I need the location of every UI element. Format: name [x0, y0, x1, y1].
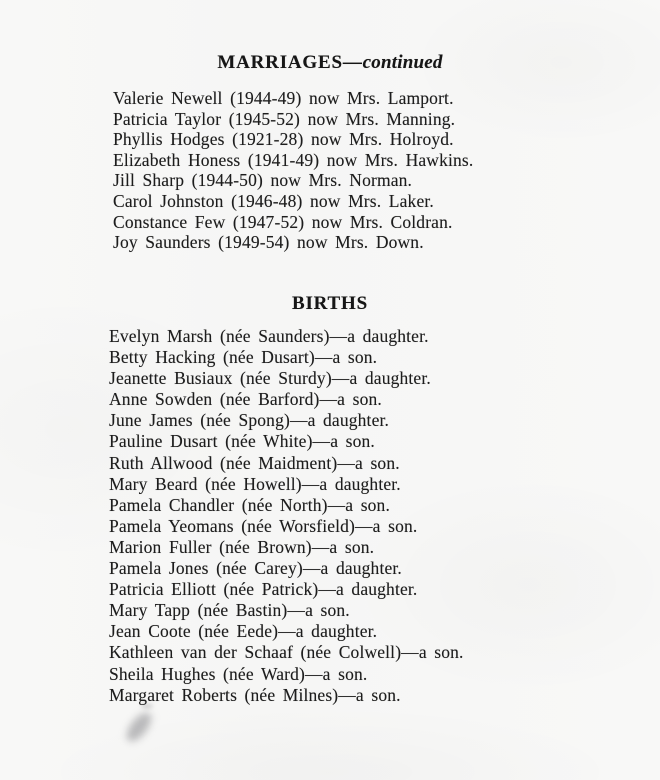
birth-entry: Patricia Elliott (née Patrick)—a daughter. — [109, 579, 418, 600]
birth-entry: Marion Fuller (née Brown)—a son. — [109, 536, 375, 557]
marriage-entry: Constance Few (1947-52) now Mrs. Coldran. — [113, 211, 453, 232]
birth-entry: Pamela Yeomans (née Worsfield)—a son. — [109, 515, 418, 536]
marriages-title-continued: continued — [362, 52, 443, 73]
title-dash: — — [342, 52, 363, 73]
birth-entry: Pamela Chandler (née North)—a son. — [109, 494, 390, 515]
marriage-entry: Phyllis Hodges (1921-28) now Mrs. Holroyd. — [113, 129, 454, 150]
birth-entry: Betty Hacking (née Dusart)—a son. — [109, 347, 378, 368]
birth-entry: Kathleen van der Schaaf (née Colwell)—a son. — [109, 642, 464, 663]
birth-entry: June James (née Spong)—a daughter. — [109, 410, 390, 431]
marriage-entry: Joy Saunders (1949-54) now Mrs. Down. — [113, 232, 424, 253]
birth-entry: Anne Sowden (née Barford)—a son. — [109, 389, 382, 410]
marriage-entry: Valerie Newell (1944-49) now Mrs. Lamport. — [113, 88, 454, 108]
birth-entry: Jean Coote (née Eede)—a daughter. — [109, 621, 378, 642]
marriage-entry: Patricia Taylor (1945-52) now Mrs. Manning. — [113, 108, 456, 129]
ink-dot-mark — [141, 704, 153, 708]
birth-entry: Mary Beard (née Howell)—a daughter. — [109, 473, 401, 494]
marriage-entry: Carol Johnston (1946-48) now Mrs. Laker. — [113, 190, 434, 211]
marriage-entry: Elizabeth Honess (1941-49) now Mrs. Hawkins. — [113, 149, 474, 170]
birth-entry: Ruth Allwood (née Maidment)—a son. — [109, 452, 400, 473]
marriages-title-text: MARRIAGES — [217, 52, 343, 73]
marriages-section-title — [0, 52, 660, 74]
birth-entry: Margaret Roberts (née Milnes)—a son. — [109, 684, 401, 705]
ink-smudge-mark — [122, 709, 156, 746]
birth-entry: Pauline Dusart (née White)—a son. — [109, 431, 375, 452]
birth-entry: Jeanette Busiaux (née Sturdy)—a daughter. — [109, 368, 431, 389]
birth-entry: Mary Tapp (née Bastin)—a son. — [109, 600, 350, 621]
births-list — [109, 326, 464, 706]
birth-entry: Evelyn Marsh (née Saunders)—a daughter. — [109, 326, 429, 346]
marriage-entry: Jill Sharp (1944-50) now Mrs. Norman. — [113, 170, 413, 191]
births-section-title: BIRTHS — [292, 293, 368, 314]
marriages-list — [113, 88, 473, 253]
birth-entry: Sheila Hughes (née Ward)—a son. — [109, 663, 368, 684]
birth-entry: Pamela Jones (née Carey)—a daughter. — [109, 558, 402, 579]
